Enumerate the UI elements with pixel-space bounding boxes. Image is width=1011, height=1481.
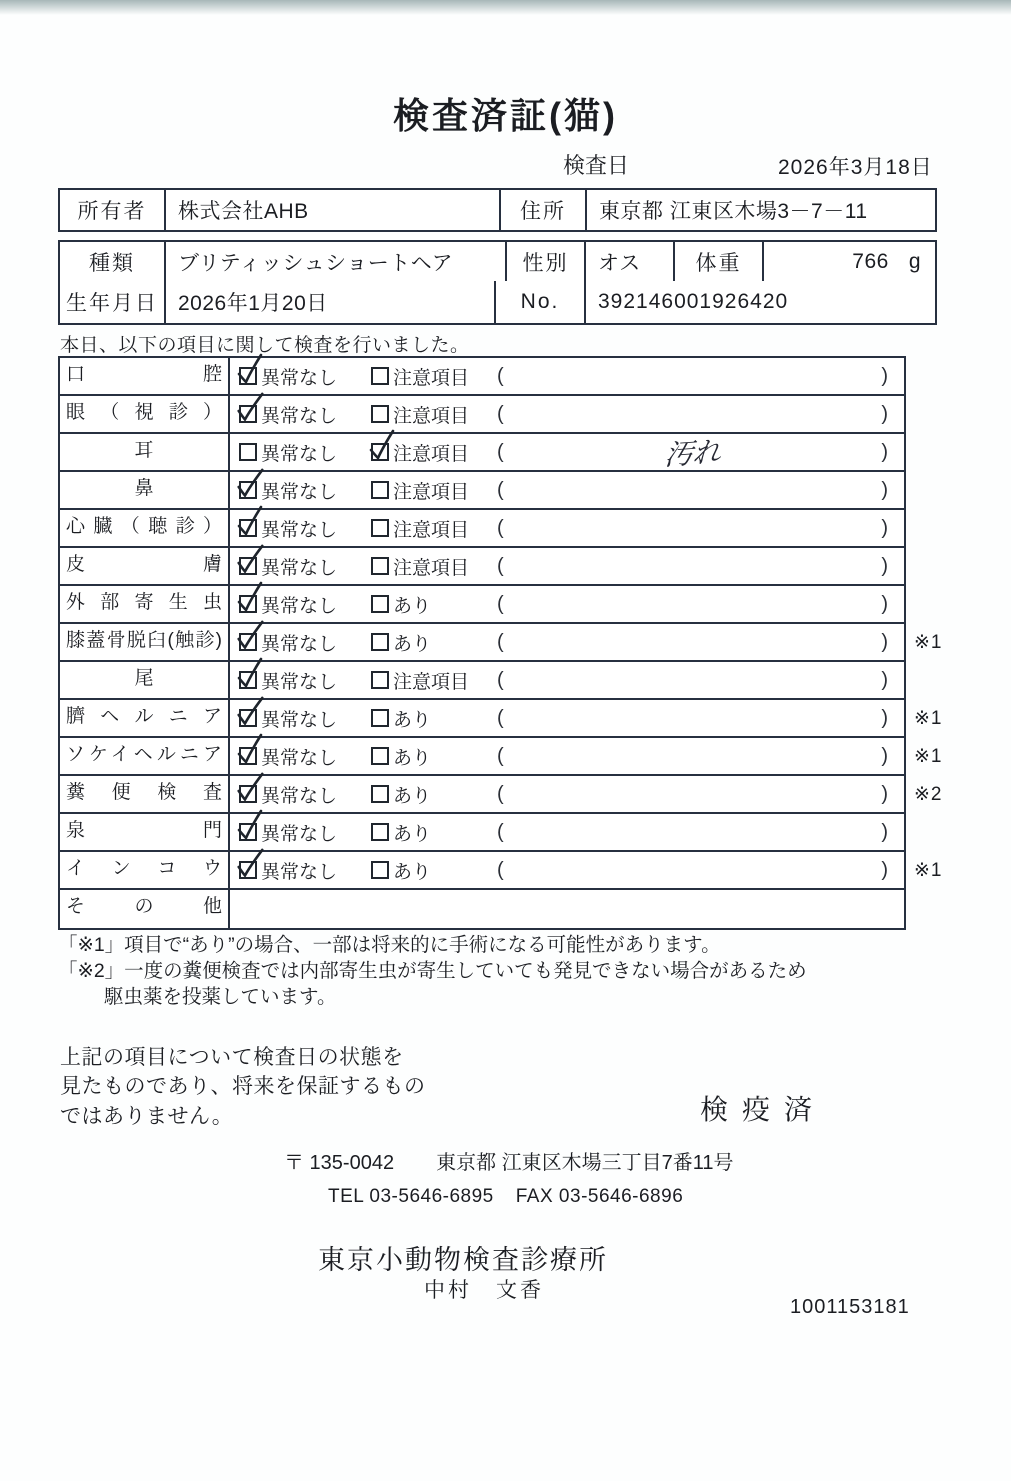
paren-close: ) xyxy=(881,706,888,729)
exam-note-handwritten xyxy=(504,477,881,503)
paren-open: ( xyxy=(497,668,504,691)
option-attention xyxy=(371,781,497,808)
check-mark-icon xyxy=(236,505,266,539)
option-attention-label: あり xyxy=(393,861,432,883)
exam-row-label: その他 xyxy=(60,890,230,928)
option-attention xyxy=(371,705,497,732)
checkbox-attention xyxy=(371,481,389,499)
option-attention xyxy=(371,819,497,846)
exam-note-handwritten xyxy=(504,781,881,807)
birth-row xyxy=(58,281,937,325)
option-attention xyxy=(371,477,497,504)
clinic-address-line xyxy=(284,1146,734,1175)
footnote-mark: ※1 xyxy=(914,746,943,767)
check-mark-icon xyxy=(235,466,268,502)
option-normal-label: 異常なし xyxy=(261,519,338,541)
check-mark-icon xyxy=(236,581,266,615)
check-mark-icon xyxy=(235,846,268,882)
checkbox-attention xyxy=(371,633,389,651)
paren-close: ) xyxy=(881,782,888,805)
exam-note-handwritten xyxy=(504,629,881,655)
option-normal-label: 異常なし xyxy=(261,747,338,769)
exam-row-label: 泉門 xyxy=(60,814,230,850)
exam-row-label: ソケイヘルニア xyxy=(60,738,230,774)
option-attention-label: 注意項目 xyxy=(393,367,470,389)
paren-close: ) xyxy=(881,668,888,691)
exam-row-options xyxy=(230,510,904,546)
check-mark-icon xyxy=(236,657,266,691)
exam-row-label: 心臓（聴診） xyxy=(60,510,230,546)
postal-code: 〒 135-0042 xyxy=(284,1152,395,1174)
clinic-street-address: 東京都 江東区木場三丁目7番11号 xyxy=(436,1152,734,1174)
exam-row-options xyxy=(230,472,904,508)
footnote-mark: ※1 xyxy=(914,860,943,881)
option-attention xyxy=(371,857,497,884)
paren-close: ) xyxy=(881,820,888,843)
option-attention-label: 注意項目 xyxy=(393,481,470,503)
paren-open: ( xyxy=(497,516,504,539)
weight-label: 体重 xyxy=(673,242,762,281)
footnote-2-continued: 駆虫薬を投薬しています。 xyxy=(104,986,337,1009)
checkbox-normal xyxy=(239,785,257,803)
owner-value: 株式会社AHB xyxy=(164,190,499,230)
option-normal-label: 異常なし xyxy=(261,557,338,579)
check-mark-icon xyxy=(236,809,266,843)
owner-row xyxy=(58,188,937,232)
paren-open: ( xyxy=(497,744,504,767)
paren-open: ( xyxy=(497,440,504,463)
option-normal-label: 異常なし xyxy=(261,367,338,389)
paren-close: ) xyxy=(881,744,888,767)
paren-open: ( xyxy=(497,706,504,729)
option-attention xyxy=(371,401,497,428)
exam-row-options xyxy=(230,358,904,394)
page-title: 検査済証(猫) xyxy=(393,95,618,136)
option-attention-label: あり xyxy=(393,823,432,845)
option-normal-label: 異常なし xyxy=(261,481,338,503)
exam-note-handwritten xyxy=(504,515,881,541)
exam-note-handwritten xyxy=(504,819,881,845)
option-normal-label: 異常なし xyxy=(261,785,338,807)
check-mark-icon xyxy=(235,618,268,654)
exam-row xyxy=(60,662,904,700)
exam-row-label: 臍ヘルニア xyxy=(60,700,230,736)
exam-row xyxy=(60,814,904,852)
option-attention xyxy=(371,591,497,618)
exam-row-options xyxy=(230,548,904,584)
sex-value: オス xyxy=(584,242,673,281)
owner-label: 所有者 xyxy=(77,200,147,223)
checkbox-normal xyxy=(239,481,257,499)
exam-row xyxy=(60,472,904,510)
checkbox-attention xyxy=(371,861,389,879)
checkbox-attention xyxy=(371,785,389,803)
paren-open: ( xyxy=(497,478,504,501)
paren-close: ) xyxy=(881,364,888,387)
option-normal xyxy=(239,553,371,580)
checkbox-normal xyxy=(239,443,257,461)
exam-row xyxy=(60,586,904,624)
paren-open: ( xyxy=(497,782,504,805)
breed-label: 種類 xyxy=(89,251,135,275)
option-normal xyxy=(239,705,371,732)
checkbox-normal xyxy=(239,671,257,689)
exam-note-handwritten xyxy=(504,591,881,617)
exam-row-label: 膝蓋骨脱臼(触診) xyxy=(60,624,230,660)
exam-note-handwritten xyxy=(504,553,881,579)
exam-row-options xyxy=(230,700,904,736)
exam-row-options xyxy=(230,624,904,660)
checkbox-attention xyxy=(371,709,389,727)
checkbox-attention xyxy=(371,747,389,765)
tel-number: TEL 03-5646-6895 xyxy=(328,1186,494,1207)
option-attention xyxy=(371,629,497,656)
address-value: 東京都 江東区木場3－7－11 xyxy=(585,190,935,230)
checkbox-attention xyxy=(371,823,389,841)
option-attention-label: 注意項目 xyxy=(393,519,470,541)
checkbox-normal xyxy=(239,405,257,423)
exam-note-handwritten xyxy=(504,363,881,389)
option-normal xyxy=(239,363,371,390)
exam-row-label: 皮膚 xyxy=(60,548,230,584)
checkbox-normal xyxy=(239,595,257,613)
option-attention xyxy=(371,553,497,580)
exam-note-handwritten: 汚れ xyxy=(663,435,722,472)
checkbox-normal xyxy=(239,519,257,537)
paren-open: ( xyxy=(497,858,504,881)
weight-unit: g xyxy=(908,249,921,273)
exam-row xyxy=(60,700,943,738)
check-mark-icon xyxy=(235,694,268,730)
checkbox-attention xyxy=(371,443,389,461)
footnote-2: 「※2」一度の糞便検査では内部寄生虫が寄生していても発見できない場合があるため xyxy=(58,960,807,983)
disclaimer-line-1: 上記の項目について検査日の状態を xyxy=(60,1046,404,1069)
exam-row xyxy=(60,358,904,396)
exam-row-options xyxy=(230,814,904,850)
address-label: 住所 xyxy=(499,190,585,230)
sex-label: 性別 xyxy=(505,242,584,281)
option-attention-label: あり xyxy=(393,633,432,655)
option-normal xyxy=(239,781,371,808)
checkbox-attention xyxy=(371,557,389,575)
exam-row-label: 耳 xyxy=(60,434,230,470)
option-attention-label: 注意項目 xyxy=(393,443,470,465)
checkbox-normal xyxy=(239,823,257,841)
microchip-no-value: 392146001926420 xyxy=(584,281,935,323)
exam-row-options xyxy=(230,434,904,470)
breed-row xyxy=(58,240,937,283)
checkbox-attention xyxy=(371,519,389,537)
checkbox-normal xyxy=(239,861,257,879)
check-mark-icon xyxy=(236,733,266,767)
footnote-mark: ※1 xyxy=(914,708,943,729)
paren-close: ) xyxy=(881,478,888,501)
veterinarian-name: 中村 文香 xyxy=(424,1279,544,1302)
option-attention xyxy=(371,743,497,770)
exam-row-label: 鼻 xyxy=(60,472,230,508)
checkbox-normal xyxy=(239,633,257,651)
option-attention-label: あり xyxy=(393,747,432,769)
exam-note-handwritten xyxy=(504,857,881,883)
exam-row-options xyxy=(230,586,904,622)
exam-row xyxy=(60,890,904,928)
paren-open: ( xyxy=(497,402,504,425)
footnote-1: 「※1」項目で“あり”の場合、一部は将来的に手術になる可能性があります。 xyxy=(58,934,721,956)
footnotes xyxy=(58,932,807,1010)
check-mark-icon xyxy=(236,353,266,387)
option-normal-label: 異常なし xyxy=(261,671,338,693)
option-normal xyxy=(239,477,371,504)
checkbox-attention xyxy=(371,671,389,689)
footnote-mark: ※2 xyxy=(914,784,943,805)
exam-row-options xyxy=(230,776,904,812)
paren-close: ) xyxy=(881,440,888,463)
option-normal xyxy=(239,667,371,694)
document-serial-number: 1001153181 xyxy=(790,1296,910,1318)
exam-row-label: インコウ xyxy=(60,852,230,888)
paren-close: ) xyxy=(881,858,888,881)
paren-close: ) xyxy=(881,592,888,615)
option-attention-label: あり xyxy=(393,709,432,731)
breed-value: ブリティッシュショートヘア xyxy=(164,242,505,281)
option-attention xyxy=(371,363,497,390)
check-mark-icon xyxy=(235,770,268,806)
checkbox-normal xyxy=(239,747,257,765)
checkbox-attention xyxy=(371,367,389,385)
check-mark-icon xyxy=(235,390,268,426)
weight-value xyxy=(762,242,935,281)
option-normal-label: 異常なし xyxy=(261,405,338,427)
checkbox-normal xyxy=(239,557,257,575)
option-normal-label: 異常なし xyxy=(261,595,338,617)
exam-row xyxy=(60,738,943,776)
option-attention-label: 注意項目 xyxy=(393,405,470,427)
option-attention-label: あり xyxy=(393,595,432,617)
option-normal xyxy=(239,629,371,656)
option-attention xyxy=(371,439,497,466)
microchip-no-label: No. xyxy=(494,281,584,323)
clinic-name: 東京小動物検査診療所 xyxy=(318,1245,608,1275)
option-normal-label: 異常なし xyxy=(261,443,338,465)
inspection-date-label: 検査日 xyxy=(563,153,630,178)
option-normal-label: 異常なし xyxy=(261,861,338,883)
exam-row xyxy=(60,510,904,548)
exam-row xyxy=(60,434,904,472)
checkbox-normal xyxy=(239,367,257,385)
option-normal xyxy=(239,515,371,542)
option-attention xyxy=(371,515,497,542)
paren-open: ( xyxy=(497,630,504,653)
exam-note-handwritten xyxy=(504,667,881,693)
birthdate-label: 生年月日 xyxy=(66,292,158,315)
checkbox-attention xyxy=(371,405,389,423)
fax-number: FAX 03-5646-6896 xyxy=(515,1186,684,1207)
option-attention xyxy=(371,667,497,694)
option-normal-label: 異常なし xyxy=(261,709,338,731)
exam-row-options xyxy=(230,662,904,698)
exam-row xyxy=(60,624,943,662)
option-normal xyxy=(239,857,371,884)
clinic-phone-line xyxy=(328,1186,683,1208)
exam-row-options xyxy=(230,738,904,774)
exam-row-label: 外部寄生虫 xyxy=(60,586,230,622)
disclaimer xyxy=(60,1043,450,1131)
inspection-date-value: 2026年3月18日 xyxy=(778,156,933,179)
exam-row-label: 糞便検査 xyxy=(60,776,230,812)
check-mark-icon xyxy=(235,542,268,578)
exam-note-handwritten xyxy=(504,743,881,769)
paren-open: ( xyxy=(497,820,504,843)
option-attention-label: あり xyxy=(393,785,432,807)
option-normal-label: 異常なし xyxy=(261,823,338,845)
exam-row xyxy=(60,776,943,814)
option-attention-label: 注意項目 xyxy=(393,671,470,693)
checkbox-attention xyxy=(371,595,389,613)
footnote-mark: ※1 xyxy=(914,632,943,653)
paren-close: ) xyxy=(881,554,888,577)
exam-row-label: 眼（視診） xyxy=(60,396,230,432)
option-normal xyxy=(239,591,371,618)
paren-open: ( xyxy=(497,364,504,387)
paren-open: ( xyxy=(497,554,504,577)
weight-number: 766 xyxy=(852,249,889,273)
exam-row xyxy=(60,852,943,890)
option-normal xyxy=(239,439,371,466)
option-normal xyxy=(239,819,371,846)
paren-close: ) xyxy=(881,630,888,653)
exam-row-options xyxy=(230,852,904,888)
exam-row xyxy=(60,548,904,586)
disclaimer-line-2: 見たものであり、将来を保証するもの xyxy=(60,1075,426,1099)
option-normal xyxy=(239,401,371,428)
check-mark-icon xyxy=(368,429,398,463)
option-normal xyxy=(239,743,371,770)
option-attention-label: 注意項目 xyxy=(393,557,470,579)
intro-sentence: 本日、以下の項目に関して検査を行いました。 xyxy=(60,335,470,356)
checkbox-normal xyxy=(239,709,257,727)
paren-close: ) xyxy=(881,516,888,539)
paren-close: ) xyxy=(881,402,888,425)
disclaimer-line-3: ではありません。 xyxy=(60,1104,234,1128)
exam-note-handwritten xyxy=(504,705,881,731)
quarantine-stamp: 検疫済 xyxy=(700,1094,827,1125)
exam-table xyxy=(58,356,943,930)
birthdate-value: 2026年1月20日 xyxy=(164,281,494,323)
option-normal-label: 異常なし xyxy=(261,633,338,655)
scan-edge-artifact xyxy=(0,0,1011,15)
paren-open: ( xyxy=(497,592,504,615)
exam-row-label: 口腔 xyxy=(60,358,230,394)
exam-row-label: 尾 xyxy=(60,662,230,698)
